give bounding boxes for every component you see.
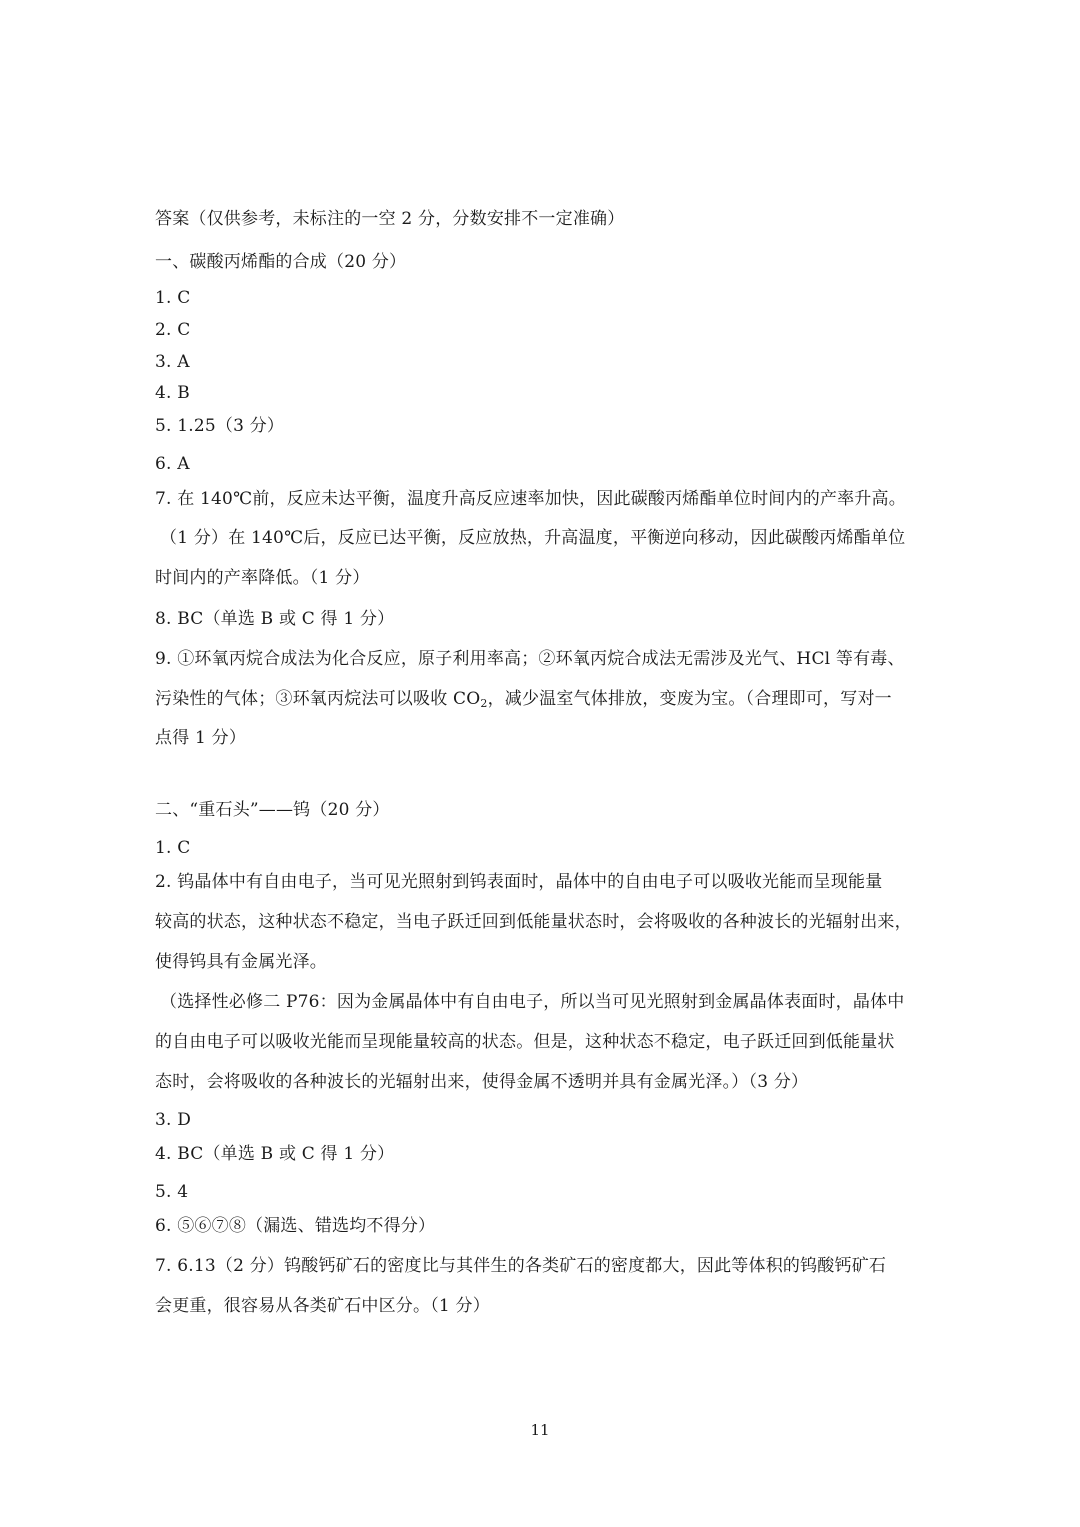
answer-header: 答案（仅供参考，未标注的一空 2 分，分数安排不一定准确） — [155, 209, 625, 229]
s1-answer-9-line1: 9. ①环氧丙烷合成法为化合反应，原子利用率高；②环氧丙烷合成法无需涉及光气、HCl 等有毒、 — [155, 649, 905, 669]
s2-answer-2-line3: 使得钨具有金属光泽。 — [155, 952, 327, 972]
s1-answer-9-line2 — [155, 688, 892, 710]
s1-answer-9-line2-post: ，减少温室气体排放，变废为宝。（合理即可，写对一 — [487, 689, 892, 709]
s1-answer-4: 4. B — [155, 383, 190, 403]
page-number: 11 — [530, 1421, 550, 1439]
s1-answer-2: 2. C — [155, 320, 191, 340]
s2-answer-7-line2: 会更重，很容易从各类矿石中区分。（1 分） — [155, 1296, 490, 1316]
s1-answer-6: 6. A — [155, 454, 190, 474]
s1-answer-5: 5. 1.25（3 分） — [155, 416, 285, 436]
s1-answer-7-line2: （1 分）在 140℃后，反应已达平衡，反应放热，升高温度，平衡逆向移动，因此碳酸丙烯酯单位 — [160, 528, 906, 548]
s1-answer-1: 1. C — [155, 288, 191, 308]
s2-answer-6: 6. ⑤⑥⑦⑧（漏选、错选均不得分） — [155, 1216, 436, 1236]
s1-answer-9-line2-pre: 污染性的气体；③环氧丙烷法可以吸收 CO — [155, 689, 481, 709]
s2-answer-1: 1. C — [155, 838, 191, 858]
s2-answer-2-line2: 较高的状态，这种状态不稳定，当电子跃迁回到低能量状态时，会将吸收的各种波长的光辐射出来， — [155, 912, 912, 932]
s1-answer-7-line1: 7. 在 140℃前，反应未达平衡，温度升高反应速率加快，因此碳酸丙烯酯单位时间内的产率升高。 — [155, 489, 906, 509]
s2-note-line3: 态时，会将吸收的各种波长的光辐射出来，使得金属不透明并具有金属光泽。）（3 分） — [155, 1072, 809, 1092]
co2-subscript: 2 — [480, 697, 488, 710]
section2-title: 二、“重石头”——钨（20 分） — [155, 800, 390, 820]
s2-answer-2-line1: 2. 钨晶体中有自由电子，当可见光照射到钨表面时，晶体中的自由电子可以吸收光能而呈现能量 — [155, 872, 883, 892]
s1-answer-8: 8. BC（单选 B 或 C 得 1 分） — [155, 609, 395, 629]
s1-answer-7-line3: 时间内的产率降低。（1 分） — [155, 568, 370, 588]
s2-note-line1: （选择性必修二 P76：因为金属晶体中有自由电子，所以当可见光照射到金属晶体表面时，晶体中 — [160, 992, 905, 1012]
s1-answer-9-line3: 点得 1 分） — [155, 728, 247, 748]
s2-answer-3: 3. D — [155, 1110, 192, 1130]
s2-answer-4: 4. BC（单选 B 或 C 得 1 分） — [155, 1144, 395, 1164]
s2-answer-7-line1: 7. 6.13（2 分）钨酸钙矿石的密度比与其伴生的各类矿石的密度都大，因此等体积的钨酸钙矿石 — [155, 1256, 887, 1276]
section1-title: 一、碳酸丙烯酯的合成（20 分） — [155, 252, 407, 272]
s1-answer-3: 3. A — [155, 352, 190, 372]
s2-note-line2: 的自由电子可以吸收光能而呈现能量较高的状态。但是，这种状态不稳定，电子跃迁回到低能量状 — [155, 1032, 895, 1052]
s2-answer-5: 5. 4 — [155, 1182, 189, 1202]
